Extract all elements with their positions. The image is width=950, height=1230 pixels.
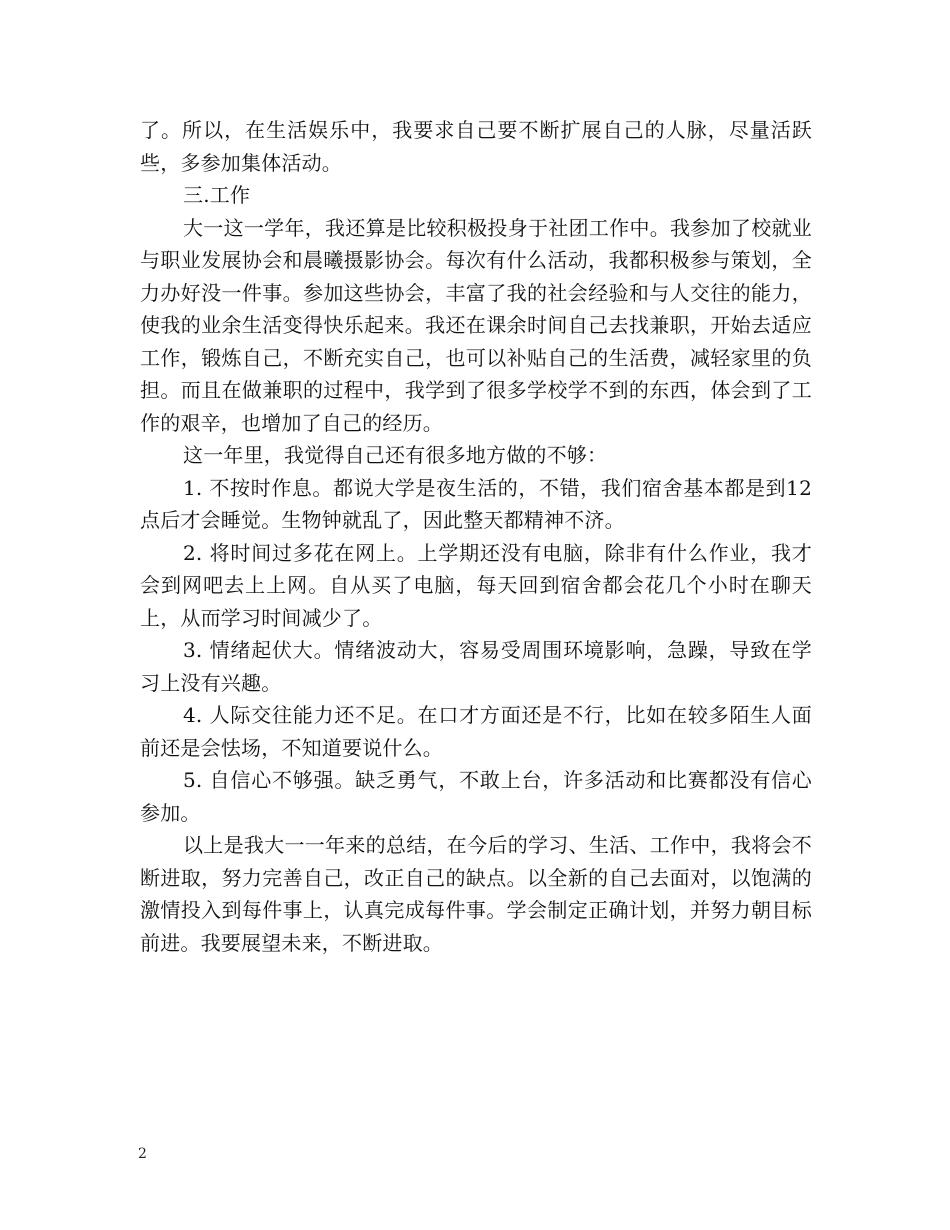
- page-number: 2: [138, 1146, 147, 1162]
- body-text: [140, 114, 812, 959]
- paragraph-conclusion: 以上是我大一一年来的总结，在今后的学习、生活、工作中，我将会不断进取，努力完善自己，改正自己的缺点。以全新的自己去面对，以饱满的激情投入到每件事上，认真完成每件事。学会制定正确计划，并努力朝目标前进。我要展望未来，不断进取。: [140, 833, 812, 955]
- list-item-2: 2. 将时间过多花在网上。上学期还没有电脑，除非有什么作业，我才会到网吧去上上网。自从买了电脑，每天回到宿舍都会花几个小时在聊天上，从而学习时间减少了。: [140, 540, 812, 630]
- list-item-5: 5. 自信心不够强。缺乏勇气，不敢上台，许多活动和比赛都没有信心参加。: [140, 768, 812, 825]
- list-item-1: 1. 不按时作息。都说大学是夜生活的，不错，我们宿舍基本都是到12点后才会睡觉。生物钟就乱了，因此整天都精神不济。: [140, 475, 812, 532]
- section-heading-work: 三.工作: [183, 183, 251, 207]
- paragraph-shortcomings-intro: 这一年里，我觉得自己还有很多地方做的不够：: [183, 443, 608, 467]
- paragraph-work: 大一这一学年，我还算是比较积极投身于社团工作中。我参加了校就业与职业发展协会和晨曦摄影协会。每次有什么活动，我都积极参与策划，全力办好没一件事。参加这些协会，丰富了我的社会经验和与人交往的能力，使我的业余生活变得快乐起来。我还在课余时间自己去找兼职，开始去适应工作，锻炼自己，不断充实自己，也可以补贴自己的生活费，减轻家里的负担。而且在做兼职的过程中，我学到了很多学校学不到的东西，体会到了工作的艰辛，也增加了自己的经历。: [140, 215, 812, 435]
- list-item-4: 4. 人际交往能力还不足。在口才方面还是不行，比如在较多陌生人面前还是会怯场，不知道要说什么。: [140, 703, 812, 760]
- list-item-3: 3. 情绪起伏大。情绪波动大，容易受周围环境影响，急躁，导致在学习上没有兴趣。: [140, 638, 812, 695]
- paragraph-continuation: 了。所以，在生活娱乐中，我要求自己要不断扩展自己的人脉，尽量活跃些，多参加集体活动。: [140, 118, 812, 175]
